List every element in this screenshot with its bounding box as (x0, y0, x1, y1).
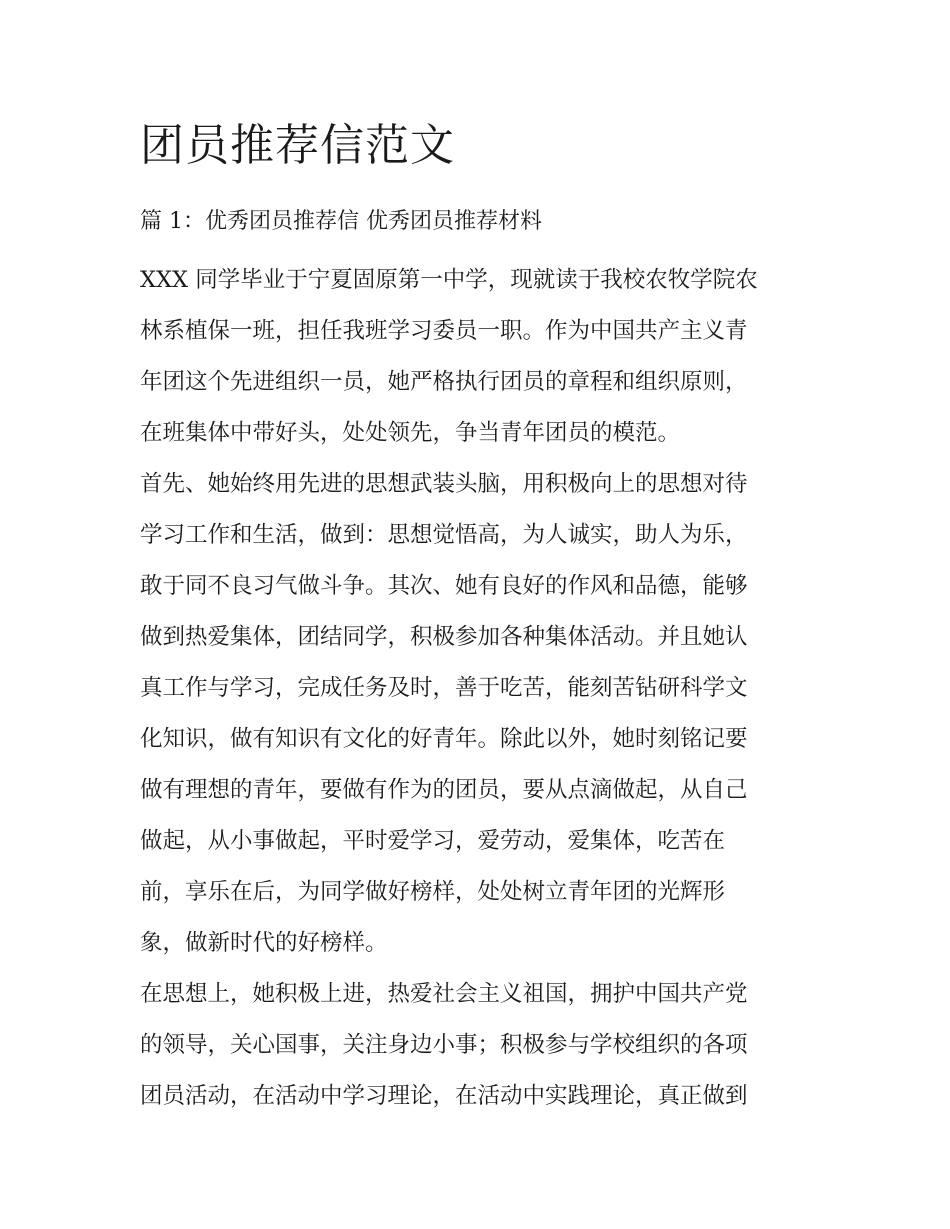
body-line: 学习工作和生活，做到：思想觉悟高，为人诚实，助人为乐， (140, 522, 748, 548)
body-line: 化知识，做有知识有文化的好青年。除此以外，她时刻铭记要 (140, 726, 748, 752)
body-line: 在班集体中带好头，处处领先，争当青年团员的模范。 (140, 420, 681, 446)
body-line: 的领导，关心国事，关注身边小事；积极参与学校组织的各项 (140, 1032, 748, 1058)
body-line: 在思想上，她积极上进，热爱社会主义祖国，拥护中国共产党 (140, 981, 748, 1007)
body-line: 前，享乐在后，为同学做好榜样，处处树立青年团的光辉形 (140, 879, 726, 905)
body-line: 团员活动，在活动中学习理论，在活动中实践理论，真正做到 (140, 1083, 748, 1109)
body-line: 真工作与学习，完成任务及时，善于吃苦，能刻苦钻研科学文 (140, 675, 748, 701)
body-line: 敢于同不良习气做斗争。其次、她有良好的作风和品德，能够 (140, 573, 748, 599)
document-subtitle: 篇 1：优秀团员推荐信 优秀团员推荐材料 (140, 209, 542, 234)
body-line: XXX 同学毕业于宁夏固原第一中学，现就读于我校农牧学院农 (140, 267, 758, 293)
body-line: 林系植保一班，担任我班学习委员一职。作为中国共产主义青 (140, 318, 748, 344)
body-line: 象，做新时代的好榜样。 (140, 930, 388, 956)
body-line: 做到热爱集体，团结同学，积极参加各种集体活动。并且她认 (140, 624, 748, 650)
document-title: 团员推荐信范文 (140, 120, 455, 171)
body-line: 做有理想的青年，要做有作为的团员，要从点滴做起，从自己 (140, 777, 748, 803)
body-line: 年团这个先进组织一员，她严格执行团员的章程和组织原则， (140, 369, 748, 395)
body-line: 做起，从小事做起，平时爱学习，爱劳动，爱集体，吃苦在 (140, 828, 726, 854)
body-line: 首先、她始终用先进的思想武装头脑，用积极向上的思想对待 (140, 471, 748, 497)
document-body (140, 255, 820, 1122)
